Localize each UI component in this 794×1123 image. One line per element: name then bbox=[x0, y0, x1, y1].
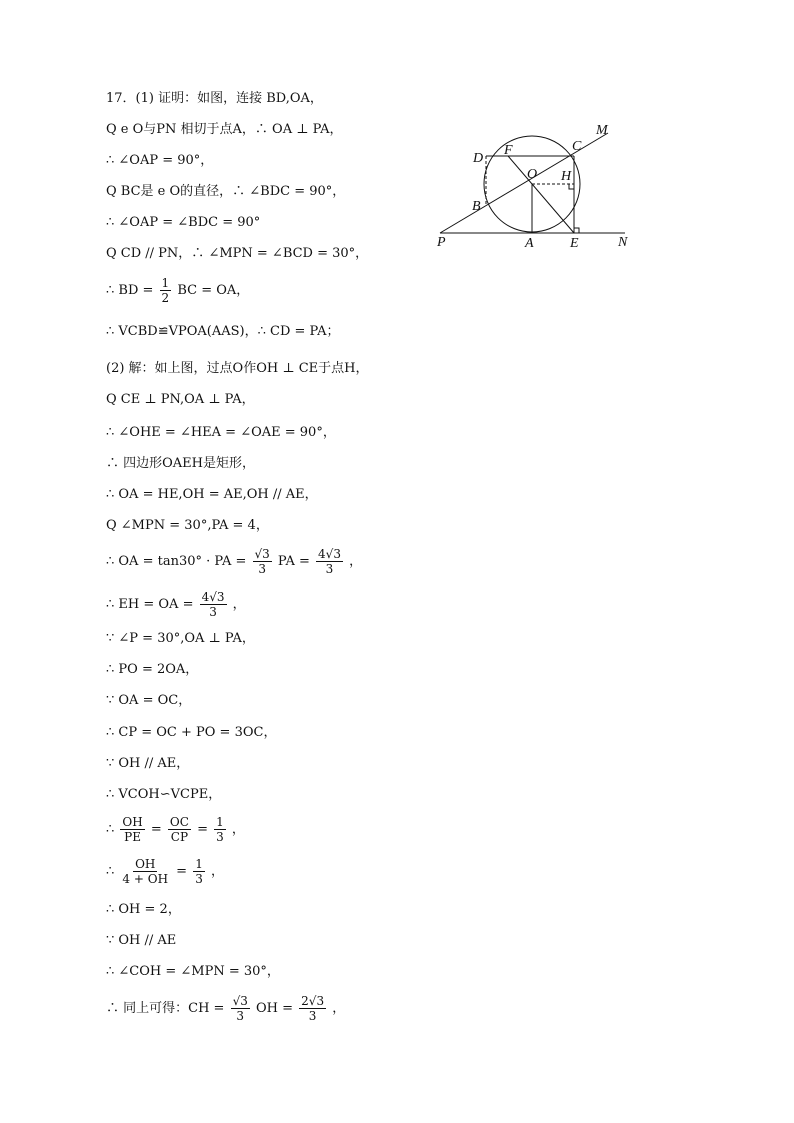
text-line-6: Q CD // PN，∴ ∠MPN = ∠BCD = 30°， bbox=[106, 246, 369, 261]
text-line-20: ∴ CP = OC + PO = 3OC， bbox=[106, 725, 277, 740]
text-line-7: ∴ BD = $\frac{1}{2}$ BC = OA， bbox=[106, 276, 250, 305]
line-pm bbox=[440, 133, 608, 233]
fraction-4sqrt3-over-3-b: $\frac{4√3}{3}$ bbox=[201, 590, 225, 619]
right-angle-e bbox=[574, 228, 579, 233]
fraction-one-third: $\frac{1}{3}$ bbox=[216, 815, 224, 844]
text-line-12: ∴ 四边形OAEH是矩形， bbox=[106, 456, 256, 471]
text-line-26: ∵ OH // AE bbox=[106, 933, 177, 948]
text-line-14: Q ∠MPN = 30°,PA = 4， bbox=[106, 518, 269, 533]
fraction-sqrt3-over-3-b: $\frac{√3}{3}$ bbox=[232, 994, 248, 1023]
text-line-17: ∵ ∠P = 30°,OA ⊥ PA， bbox=[106, 631, 255, 646]
label-b: B bbox=[472, 199, 481, 214]
text-line-11: ∴ ∠OHE = ∠HEA = ∠OAE = 90°， bbox=[106, 425, 336, 440]
text-line-21: ∵ OH // AE， bbox=[106, 756, 190, 771]
text-line-1: 17．(1) 证明：如图，连接 BD,OA， bbox=[106, 91, 323, 106]
text-line-27: ∴ ∠COH = ∠MPN = 30°， bbox=[106, 964, 280, 979]
label-o: O bbox=[527, 167, 538, 182]
fraction-oh-over-pe: $\frac{OH}{PE}$ bbox=[122, 815, 143, 844]
text-line-5: ∴ ∠OAP = ∠BDC = 90° bbox=[106, 215, 261, 230]
text-line-23: ∴ $\frac{OH}{PE}$ = $\frac{OC}{CP}$ = $\frac{1}{3}$ ， bbox=[106, 815, 245, 844]
text-line-18: ∴ PO = 2OA， bbox=[106, 662, 199, 677]
text-line-16: ∴ EH = OA = $\frac{4√3}{3}$ ， bbox=[106, 590, 246, 619]
text-line-15: ∴ OA = tan30° · PA = $\frac{√3}{3}$ PA = $\frac{4√3}{3}$ ， bbox=[106, 547, 363, 576]
geometry-figure bbox=[430, 118, 650, 253]
label-p: P bbox=[437, 235, 446, 250]
fraction-one-half: $\frac{1}{2}$ bbox=[161, 276, 170, 305]
fraction-one-third-b: $\frac{1}{3}$ bbox=[195, 857, 203, 886]
fraction-oh-over-4-plus-oh: $\frac{OH}{4 + OH}$ bbox=[122, 857, 169, 886]
label-f: F bbox=[504, 143, 513, 158]
text-line-24: ∴ $\frac{OH}{4 + OH}$ = $\frac{1}{3}$ ， bbox=[106, 857, 224, 886]
text-line-3: ∴ ∠OAP = 90°， bbox=[106, 153, 214, 168]
label-h: H bbox=[561, 169, 572, 184]
text-line-13: ∴ OA = HE,OH = AE,OH // AE， bbox=[106, 487, 318, 502]
fraction-oc-over-cp: $\frac{OC}{CP}$ bbox=[169, 815, 189, 844]
text-line-9: (2) 解：如上图，过点O作OH ⊥ CE于点H， bbox=[106, 361, 369, 376]
text-line-2: Q e O与PN 相切于点A，∴ OA ⊥ PA， bbox=[106, 122, 343, 137]
text-line-4: Q BC是 e O的直径，∴ ∠BDC = 90°， bbox=[106, 184, 346, 199]
fraction-2sqrt3-over-3: $\frac{2√3}{3}$ bbox=[301, 994, 325, 1023]
text-line-22: ∴ VCOH∽VCPE， bbox=[106, 787, 222, 802]
segment-fe bbox=[508, 156, 574, 233]
text-line-28: ∴ 同上可得：CH = $\frac{√3}{3}$ OH = $\frac{2√3}{3}$ ， bbox=[106, 994, 346, 1023]
right-angle-h bbox=[569, 184, 574, 189]
label-e: E bbox=[570, 236, 579, 251]
text-line-10: Q CE ⊥ PN,OA ⊥ PA， bbox=[106, 392, 255, 407]
fraction-4sqrt3-over-3: $\frac{4√3}{3}$ bbox=[318, 547, 341, 576]
text-line-8: ∴ VCBD≌VPOA(AAS)，∴ CD = PA； bbox=[106, 324, 340, 339]
label-a: A bbox=[525, 236, 534, 251]
text-line-25: ∴ OH = 2， bbox=[106, 902, 181, 917]
label-c: C bbox=[572, 139, 582, 154]
label-n: N bbox=[618, 235, 628, 250]
text-line-19: ∵ OA = OC， bbox=[106, 693, 192, 708]
fraction-sqrt3-over-3: $\frac{√3}{3}$ bbox=[254, 547, 270, 576]
label-d: D bbox=[473, 151, 484, 166]
label-m: M bbox=[596, 123, 608, 138]
